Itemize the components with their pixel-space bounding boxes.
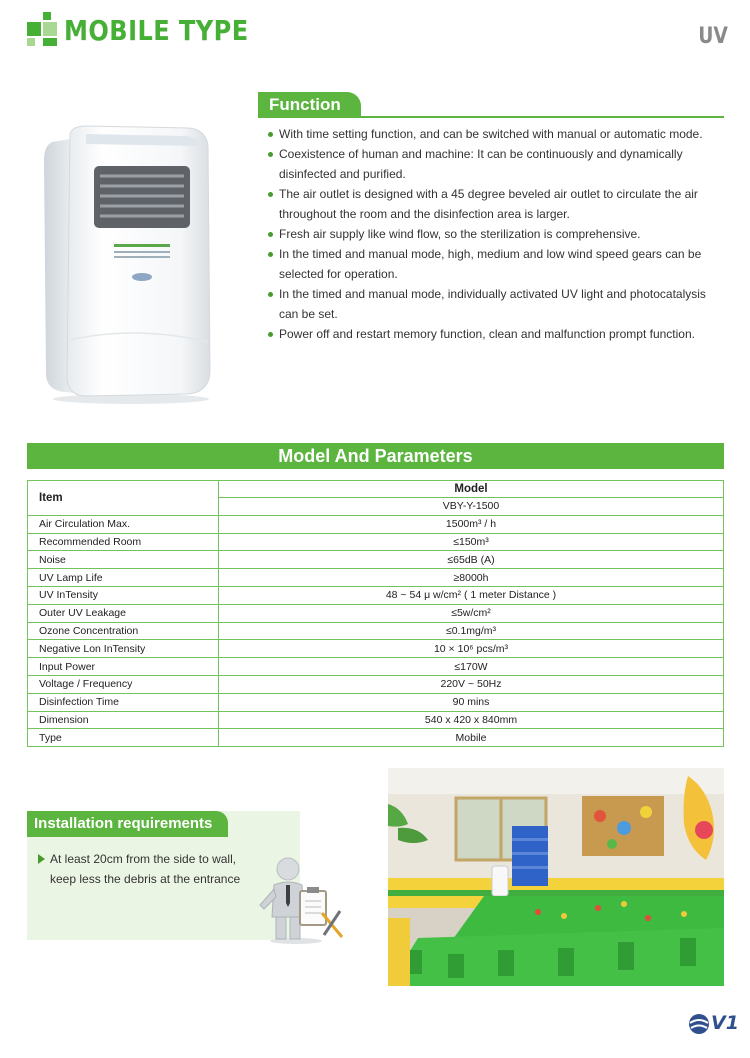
param-label: Ozone Concentration: [28, 622, 219, 640]
list-item: In the timed and manual mode, high, medium and low wind speed gears can be selected for operation.: [268, 244, 728, 284]
triangle-bullet-icon: [38, 854, 45, 864]
list-item: With time setting function, and can be switched with manual or automatic mode.: [268, 124, 728, 144]
category-label: UV: [698, 24, 728, 49]
param-label: Outer UV Leakage: [28, 604, 219, 622]
table-header-row: [28, 481, 724, 498]
param-label: Disinfection Time: [28, 693, 219, 711]
table-row: [28, 693, 724, 711]
table-row: [28, 604, 724, 622]
installation-line: At least 20cm from the side to wall,: [50, 852, 237, 866]
globe-logo-icon: [688, 1013, 710, 1035]
model-column-header: Model: [219, 481, 724, 498]
table-row: [28, 675, 724, 693]
param-value: 1500m³ / h: [219, 515, 724, 533]
param-label: Recommended Room: [28, 533, 219, 551]
table-row: [28, 640, 724, 658]
param-value: 540 x 420 x 840mm: [219, 711, 724, 729]
list-item: In the timed and manual mode, individually activated UV light and photocatalysis can be set.: [268, 284, 728, 324]
function-list: [268, 124, 728, 344]
page-title: MOBILE TYPE: [64, 14, 249, 47]
table-row: [28, 551, 724, 569]
brand-logo-icon: [27, 12, 59, 46]
parameters-section-title: Model And Parameters: [27, 443, 724, 469]
table-row: [28, 533, 724, 551]
param-label: UV Lamp Life: [28, 569, 219, 587]
installation-line: keep less the debris at the entrance: [50, 872, 241, 886]
param-value: 48 ~ 54 μ w/cm² ( 1 meter Distance ): [219, 586, 724, 604]
param-label: Noise: [28, 551, 219, 569]
param-value: 90 mins: [219, 693, 724, 711]
param-value: Mobile: [219, 729, 724, 747]
table-row: [28, 586, 724, 604]
param-value: ≤170W: [219, 658, 724, 676]
list-item: Power off and restart memory function, clean and malfunction prompt function.: [268, 324, 728, 344]
param-label: Dimension: [28, 711, 219, 729]
table-row: [28, 515, 724, 533]
param-value: 220V ~ 50Hz: [219, 675, 724, 693]
param-value: ≤0.1mg/m³: [219, 622, 724, 640]
param-label: Input Power: [28, 658, 219, 676]
table-row: [28, 658, 724, 676]
uv-purifier-illustration: [36, 120, 216, 405]
param-label: Negative Lon InTensity: [28, 640, 219, 658]
installation-section-title: Installation requirements: [27, 811, 228, 837]
installation-text: [38, 849, 248, 889]
param-value: ≥8000h: [219, 569, 724, 587]
function-section-title: Function: [258, 92, 361, 118]
person-with-clipboard-icon: [252, 855, 348, 945]
list-item: Coexistence of human and machine: It can be continuously and dynamically disinfected and purified.: [268, 144, 728, 184]
item-column-header: Item: [28, 481, 219, 516]
model-name: VBY-Y-1500: [219, 498, 724, 516]
table-row: [28, 729, 724, 747]
table-row: [28, 569, 724, 587]
company-logo: [688, 1012, 739, 1036]
company-logo-text: V1: [711, 1012, 739, 1034]
param-label: Voltage / Frequency: [28, 675, 219, 693]
list-item: Fresh air supply like wind flow, so the sterilization is comprehensive.: [268, 224, 728, 244]
function-divider: [258, 116, 724, 118]
param-value: ≤65dB (A): [219, 551, 724, 569]
list-item: The air outlet is designed with a 45 degree beveled air outlet to circulate the air throughout the room and the disinfection area is larger.: [268, 184, 728, 224]
param-label: Type: [28, 729, 219, 747]
param-value: ≤5w/cm²: [219, 604, 724, 622]
table-row: [28, 622, 724, 640]
parameters-table: [27, 480, 724, 747]
classroom-photo: [388, 768, 724, 986]
param-value: 10 × 10⁶ pcs/m³: [219, 640, 724, 658]
param-value: ≤150m³: [219, 533, 724, 551]
param-label: UV InTensity: [28, 586, 219, 604]
table-row: [28, 711, 724, 729]
param-label: Air Circulation Max.: [28, 515, 219, 533]
